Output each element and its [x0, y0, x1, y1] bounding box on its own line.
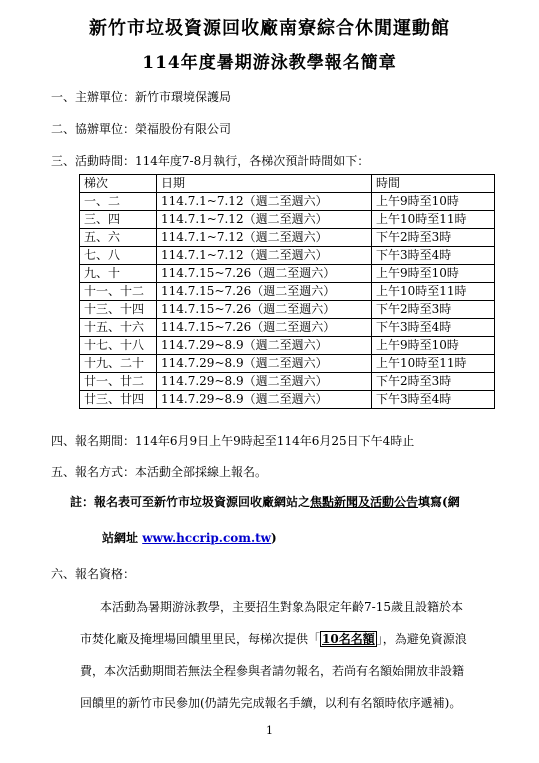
eligibility-para-line4: 回饋里的新竹市民參加(仍請先完成報名手續，以利有名額時依序遞補)。: [80, 696, 462, 710]
registration-method-line: 五、報名方式：本活動全部採線上報名。: [51, 465, 268, 479]
schedule-row: [80, 301, 495, 319]
co-organizer-line: 二、協辦單位：榮福股份有限公司: [51, 122, 232, 136]
organizer-line: 一、主辦單位：新竹市環境保護局: [51, 90, 232, 104]
session-cell: 五、六: [80, 229, 157, 247]
schedule-row: [80, 193, 495, 211]
date-cell: 114.7.15~7.26（週二至週六）: [157, 283, 372, 301]
schedule-row: [80, 247, 495, 265]
news-announcement-link[interactable]: 焦點新聞及活動公告: [310, 495, 419, 509]
time-cell: 上午9時至10時: [372, 193, 495, 211]
eligibility-para-line1: 本活動為暑期游泳教學，主要招生對象為限定年齡7-15歲且設籍於本: [100, 600, 463, 614]
session-cell: 九、十: [80, 265, 157, 283]
date-cell: 114.7.1~7.12（週二至週六）: [157, 193, 372, 211]
date-cell: 114.7.15~7.26（週二至週六）: [157, 301, 372, 319]
eligibility-para-line3: 費，本次活動期間若無法全程參與者請勿報名，若尚有名額始開放非設籍: [80, 664, 465, 678]
time-cell: 下午2時至3時: [372, 229, 495, 247]
schedule-row: [80, 391, 495, 409]
schedule-row: [80, 319, 495, 337]
eligibility-line2-a: 市焚化廠及掩埋場回饋里里民，每梯次提供「: [80, 632, 321, 646]
page-number: 1: [266, 724, 273, 737]
time-cell: 下午3時至4時: [372, 247, 495, 265]
schedule-row: [80, 337, 495, 355]
date-cell: 114.7.15~7.26（週二至週六）: [157, 319, 372, 337]
schedule-row: [80, 265, 495, 283]
eligibility-para-line2: [80, 630, 490, 647]
session-cell: 十七、十八: [80, 337, 157, 355]
date-cell: 114.7.1~7.12（週二至週六）: [157, 247, 372, 265]
date-cell: 114.7.29~8.9（週二至週六）: [157, 373, 372, 391]
date-cell: 日期: [157, 175, 372, 193]
time-cell: 上午10時至11時: [372, 355, 495, 373]
time-cell: 時間: [372, 175, 495, 193]
activity-time-line: 三、活動時間：114年度7-8月執行，各梯次預計時間如下：: [51, 154, 370, 168]
time-cell: 下午2時至3時: [372, 301, 495, 319]
date-cell: 114.7.1~7.12（週二至週六）: [157, 211, 372, 229]
quota-highlight: 10名名額: [322, 632, 375, 646]
schedule-row: [80, 373, 495, 391]
time-cell: 下午3時至4時: [372, 391, 495, 409]
session-cell: 十一、十二: [80, 283, 157, 301]
eligibility-heading: 六、報名資格：: [51, 567, 136, 581]
time-cell: 上午9時至10時: [372, 265, 495, 283]
session-cell: 三、四: [80, 211, 157, 229]
schedule-row: [80, 211, 495, 229]
session-cell: 十三、十四: [80, 301, 157, 319]
note-line: [70, 493, 460, 510]
time-cell: 下午3時至4時: [372, 319, 495, 337]
date-cell: 114.7.15~7.26（週二至週六）: [157, 265, 372, 283]
document-title: 新竹市垃圾資源回收廠南寮綜合休閒運動館: [89, 18, 450, 39]
date-cell: 114.7.1~7.12（週二至週六）: [157, 229, 372, 247]
schedule-header-row: [80, 175, 495, 193]
date-cell: 114.7.29~8.9（週二至週六）: [157, 391, 372, 409]
session-cell: 廿三、廿四: [80, 391, 157, 409]
document-subtitle: 114年度暑期游泳教學報名簡章: [142, 53, 397, 73]
registration-period-line: 四、報名期間：114年6月9日上午9時起至114年6月25日下午4時止: [51, 434, 415, 448]
session-cell: 廿一、廿二: [80, 373, 157, 391]
note-suffix: 填寫(網: [418, 495, 460, 509]
date-cell: 114.7.29~8.9（週二至週六）: [157, 355, 372, 373]
note-line-2: [102, 529, 277, 546]
date-cell: 114.7.29~8.9（週二至週六）: [157, 337, 372, 355]
website-link[interactable]: www.hccrip.com.tw: [142, 531, 272, 545]
time-cell: 下午2時至3時: [372, 373, 495, 391]
note-line2-prefix: 站網址: [102, 531, 139, 545]
time-cell: 上午9時至10時: [372, 337, 495, 355]
session-cell: 梯次: [80, 175, 157, 193]
session-cell: 七、八: [80, 247, 157, 265]
eligibility-line2-b: 」，為避免資源浪: [376, 632, 467, 646]
schedule-row: [80, 283, 495, 301]
schedule-row: [80, 355, 495, 373]
time-cell: 上午10時至11時: [372, 283, 495, 301]
schedule-row: [80, 229, 495, 247]
schedule-table: [79, 174, 495, 409]
time-cell: 上午10時至11時: [372, 211, 495, 229]
note-line2-suffix: ): [271, 531, 277, 545]
note-prefix: 註：報名表可至新竹市垃圾資源回收廠網站之: [70, 495, 311, 509]
session-cell: 十九、二十: [80, 355, 157, 373]
session-cell: 十五、十六: [80, 319, 157, 337]
session-cell: 一、二: [80, 193, 157, 211]
